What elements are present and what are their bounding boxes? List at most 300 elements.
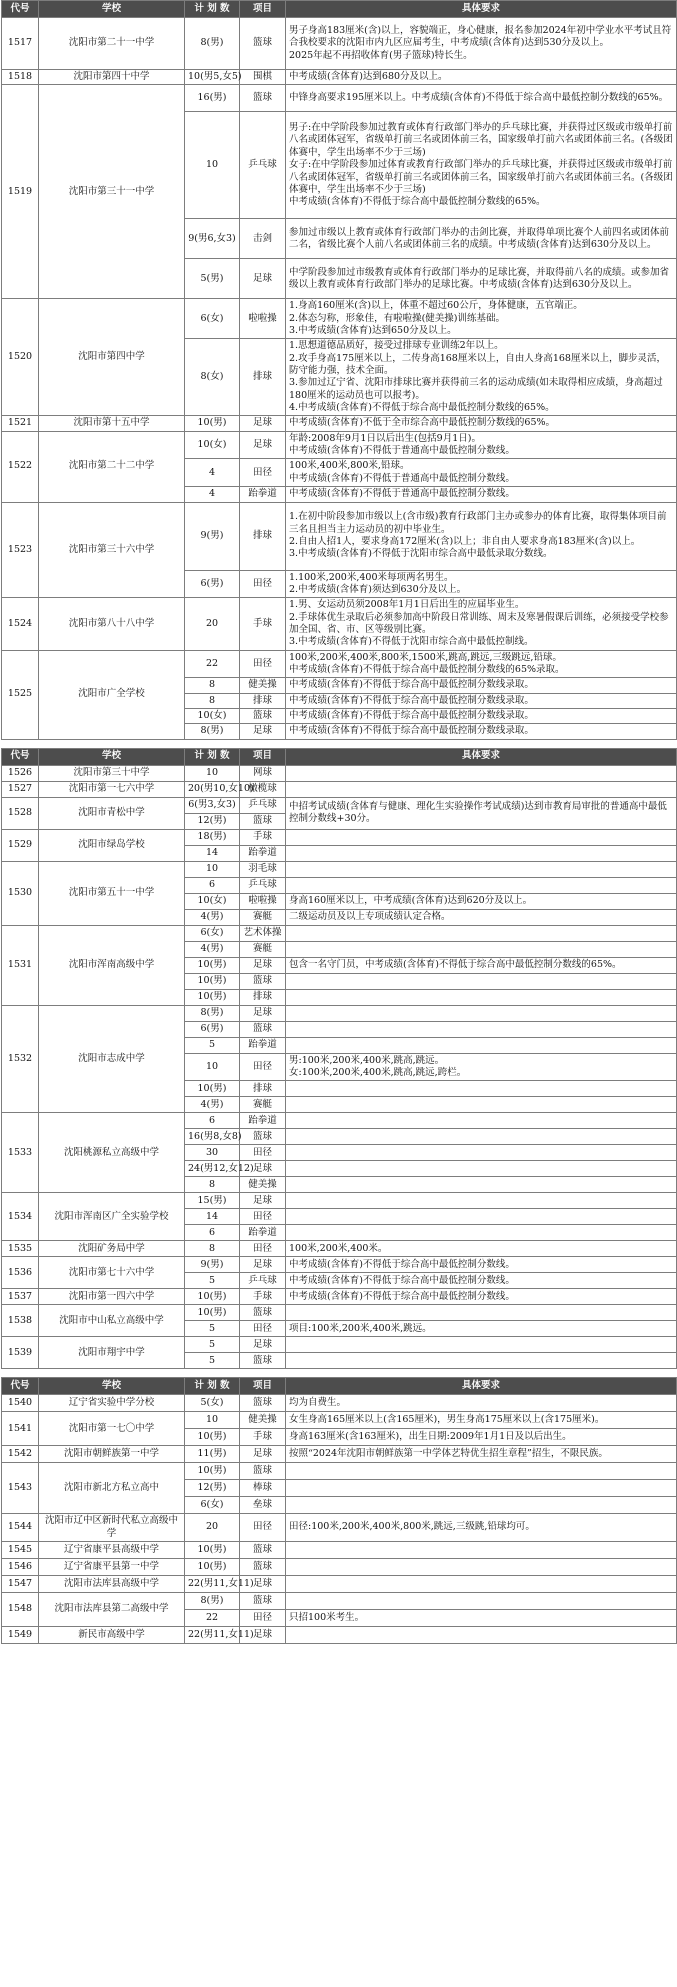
school-code: 1523 <box>2 502 39 598</box>
plan-count: 16(男8,女8) <box>185 1129 240 1145</box>
school-name: 沈阳市第八十八中学 <box>39 598 185 650</box>
header-plan: 计 划 数 <box>185 748 240 765</box>
requirement-content: 二级运动员及以上专项成绩认定合格。 <box>289 910 451 922</box>
requirements-table <box>1 1377 677 1644</box>
sport-project: 乒乓球 <box>240 1273 286 1289</box>
requirement-content: 中考成绩(含体育)不得低于综合高中最低控制分数线。 <box>289 1290 515 1302</box>
header-requirements: 具体要求 <box>286 1 677 18</box>
sport-project: 手球 <box>240 1429 286 1446</box>
sport-project: 足球 <box>240 1257 286 1273</box>
sport-project: 田径 <box>240 1241 286 1257</box>
school-code: 1538 <box>2 1305 39 1337</box>
requirement-text <box>286 219 677 259</box>
header-requirements: 具体要求 <box>286 1378 677 1395</box>
requirement-content: 按照“2024年沈阳市朝鲜族第一中学体艺特优生招生章程”招生，不限民族。 <box>289 1448 608 1460</box>
table-row <box>2 1305 677 1321</box>
requirement-content: 100米,200米,400米。 <box>289 1242 388 1254</box>
school-name: 沈阳市法库县高级中学 <box>39 1576 185 1593</box>
requirement-text <box>286 1395 677 1412</box>
requirement-text <box>286 18 677 70</box>
school-name: 沈阳市浑南区广全实验学校 <box>39 1193 185 1241</box>
school-name: 沈阳市第五十一中学 <box>39 861 185 925</box>
plan-count: 24(男12,女12) <box>185 1161 240 1177</box>
table-row <box>2 1627 677 1644</box>
sport-project: 篮球 <box>240 1463 286 1480</box>
sport-project: 篮球 <box>240 18 286 70</box>
plan-count: 5 <box>185 1353 240 1369</box>
requirement-text <box>286 925 677 941</box>
requirement-content: 均为自费生。 <box>289 1397 347 1409</box>
school-code: 1533 <box>2 1113 39 1193</box>
requirement-text <box>286 431 677 459</box>
requirement-text <box>286 877 677 893</box>
table-row <box>2 299 677 339</box>
plan-count: 10(女) <box>185 893 240 909</box>
sport-project: 排球 <box>240 1081 286 1097</box>
school-name: 沈阳市第三十一中学 <box>39 85 185 299</box>
school-code: 1537 <box>2 1289 39 1305</box>
sport-project: 足球 <box>240 1161 286 1177</box>
school-code: 1522 <box>2 431 39 502</box>
requirement-content: 只招100米考生。 <box>289 1611 365 1623</box>
requirement-text <box>286 1209 677 1225</box>
plan-count: 6 <box>185 1225 240 1241</box>
school-code: 1540 <box>2 1395 39 1412</box>
plan-count: 10(男) <box>185 1542 240 1559</box>
school-code: 1544 <box>2 1514 39 1542</box>
requirement-content: 中考成绩(含体育)不得低于综合高中最低控制分数线。 <box>289 1274 515 1286</box>
header-project: 项目 <box>240 1378 286 1395</box>
plan-count: 12(男) <box>185 813 240 829</box>
school-code: 1517 <box>2 18 39 70</box>
school-code: 1525 <box>2 650 39 739</box>
sport-project: 篮球 <box>240 1305 286 1321</box>
requirement-text <box>286 693 677 708</box>
requirement-text <box>286 650 677 678</box>
sport-project: 垒球 <box>240 1497 286 1514</box>
requirement-content: 项目:100米,200米,400米,跳远。 <box>289 1322 432 1334</box>
header-requirements: 具体要求 <box>286 748 677 765</box>
requirement-text <box>286 1412 677 1429</box>
requirement-text <box>286 299 677 339</box>
requirement-content: 1.在初中阶段参加市级以上(含市级)教育行政部门主办或参办的体育比赛，取得集体项目前三名且担当主力运动员的初中毕业生。 2.自由人招1人，要求身高172厘米(含)以上；非自由人要求身高183厘米(含)以上。 3.中考成绩(含体育)不得低于沈阳市综合高中最低录取分数线。 <box>289 511 667 560</box>
sport-project: 田径 <box>240 1145 286 1161</box>
requirement-text <box>286 781 677 797</box>
plan-count: 8 <box>185 693 240 708</box>
table-row <box>2 1257 677 1273</box>
plan-count: 12(男) <box>185 1480 240 1497</box>
plan-count: 11(男) <box>185 1446 240 1463</box>
requirement-content: 中考成绩(含体育)达到680分及以上。 <box>289 71 448 82</box>
sport-project: 跆拳道 <box>240 1225 286 1241</box>
sport-project: 排球 <box>240 693 286 708</box>
sport-project: 乒乓球 <box>240 112 286 219</box>
plan-count: 4(男) <box>185 909 240 925</box>
requirement-text <box>286 829 677 845</box>
school-code: 1529 <box>2 829 39 861</box>
school-code: 1549 <box>2 1627 39 1644</box>
plan-count: 22(男11,女11) <box>185 1576 240 1593</box>
sport-project: 篮球 <box>240 708 286 723</box>
school-name: 沈阳市第一七〇中学 <box>39 1412 185 1446</box>
requirement-text <box>286 570 677 598</box>
plan-count: 10 <box>185 1053 240 1081</box>
plan-count: 10(男) <box>185 1429 240 1446</box>
requirement-text <box>286 459 677 487</box>
plan-count: 4(男) <box>185 1097 240 1113</box>
plan-count: 10 <box>185 112 240 219</box>
sport-project: 足球 <box>240 431 286 459</box>
plan-count: 4(男) <box>185 941 240 957</box>
plan-count: 8(男) <box>185 1593 240 1610</box>
requirement-text <box>286 598 677 650</box>
sport-project: 足球 <box>240 1576 286 1593</box>
sport-project: 田径 <box>240 1053 286 1081</box>
sport-project: 乒乓球 <box>240 877 286 893</box>
school-code: 1524 <box>2 598 39 650</box>
plan-count: 10(男) <box>185 957 240 973</box>
requirement-content: 100米,200米,400米,800米,1500米,跳高,跳远,三级跳远,铅球。 中考成绩(含体育)不得低于综合高中最低控制分数线的65%录取。 <box>289 651 565 675</box>
plan-count: 20 <box>185 1514 240 1542</box>
sport-project: 田径 <box>240 1514 286 1542</box>
sport-project: 赛艇 <box>240 941 286 957</box>
table-row <box>2 829 677 845</box>
school-code: 1545 <box>2 1542 39 1559</box>
sport-project: 田径 <box>240 650 286 678</box>
sport-project: 足球 <box>240 1005 286 1021</box>
header-school: 学校 <box>39 1378 185 1395</box>
requirement-text <box>286 1497 677 1514</box>
table-section <box>1 1377 676 1644</box>
header-code: 代号 <box>2 748 39 765</box>
requirement-text <box>286 1514 677 1542</box>
school-name: 沈阳市中山私立高级中学 <box>39 1305 185 1337</box>
sport-project: 篮球 <box>240 1559 286 1576</box>
sport-project: 田径 <box>240 1321 286 1337</box>
table-row <box>2 1337 677 1353</box>
sport-project: 田径 <box>240 570 286 598</box>
plan-count: 10(男) <box>185 1305 240 1321</box>
requirement-text <box>286 765 677 781</box>
requirement-text <box>286 70 677 85</box>
plan-count: 9(男) <box>185 502 240 570</box>
sport-project: 篮球 <box>240 1021 286 1037</box>
sport-project: 手球 <box>240 1289 286 1305</box>
plan-count: 9(男) <box>185 1257 240 1273</box>
requirement-content: 男:100米,200米,400米,跳高,跳远。 女:100米,200米,400米,跳高,跳远,跨栏。 <box>289 1054 467 1078</box>
requirement-text <box>286 1273 677 1289</box>
school-name: 沈阳市第十五中学 <box>39 416 185 431</box>
school-name: 沈阳市朝鲜族第一中学 <box>39 1446 185 1463</box>
requirement-content: 100米,400米,800米,铅球。 中考成绩(含体育)不得低于普通高中最低控制分数线。 <box>289 460 515 484</box>
school-code: 1534 <box>2 1193 39 1241</box>
plan-count: 5(女) <box>185 1395 240 1412</box>
plan-count: 8 <box>185 1241 240 1257</box>
sport-project: 跆拳道 <box>240 1113 286 1129</box>
requirement-text <box>286 1145 677 1161</box>
school-name: 辽宁省实验中学分校 <box>39 1395 185 1412</box>
requirement-text <box>286 1305 677 1321</box>
header-plan: 计 划 数 <box>185 1378 240 1395</box>
sport-project: 健美操 <box>240 1177 286 1193</box>
plan-count: 6(男) <box>185 570 240 598</box>
plan-count: 4 <box>185 487 240 502</box>
requirement-text <box>286 1559 677 1576</box>
requirement-text <box>286 893 677 909</box>
plan-count: 6 <box>185 877 240 893</box>
table-row <box>2 502 677 570</box>
plan-count: 20 <box>185 598 240 650</box>
plan-count: 10(男5,女5) <box>185 70 240 85</box>
table-row <box>2 18 677 70</box>
requirement-content: 1.100米,200米,400米每项两名男生。 2.中考成绩(含体育)须达到630分及以上。 <box>289 571 467 595</box>
school-name: 新民市高级中学 <box>39 1627 185 1644</box>
requirement-text <box>286 487 677 502</box>
table-row <box>2 70 677 85</box>
table-row <box>2 1395 677 1412</box>
table-row <box>2 781 677 797</box>
plan-count: 5 <box>185 1321 240 1337</box>
header-code: 代号 <box>2 1 39 18</box>
requirement-text <box>286 1161 677 1177</box>
header-school: 学校 <box>39 1 185 18</box>
sport-project: 足球 <box>240 724 286 739</box>
sport-project: 跆拳道 <box>240 845 286 861</box>
header-plan: 计 划 数 <box>185 1 240 18</box>
plan-count: 8 <box>185 678 240 693</box>
sport-project: 足球 <box>240 1193 286 1209</box>
requirement-content: 身高160厘米以上，中考成绩(含体育)达到620分及以上。 <box>289 894 533 906</box>
requirement-text <box>286 678 677 693</box>
section-gap <box>1 740 676 748</box>
requirement-text <box>286 1480 677 1497</box>
sport-project: 篮球 <box>240 1593 286 1610</box>
sport-project: 田径 <box>240 459 286 487</box>
table-row <box>2 1559 677 1576</box>
plan-count: 10(男) <box>185 973 240 989</box>
requirement-text <box>286 797 677 829</box>
requirement-text <box>286 1463 677 1480</box>
requirement-text <box>286 85 677 112</box>
school-name: 辽宁省康平县高级中学 <box>39 1542 185 1559</box>
plan-count: 6 <box>185 1113 240 1129</box>
requirement-text <box>286 1257 677 1273</box>
table-row <box>2 85 677 112</box>
sport-project: 跆拳道 <box>240 487 286 502</box>
table-row <box>2 1412 677 1429</box>
requirement-content: 男子身高183厘米(含)以上，容貌端正，身心健康，报名参加2024年初中学业水平考试且符合我校要求的沈阳市内九区应届考生，中考成绩(含体育)达到530分及以上。 2025年起不再招收体育(男子篮球)特长生。 <box>289 24 672 61</box>
plan-count: 10(女) <box>185 708 240 723</box>
requirement-text <box>286 1021 677 1037</box>
table-row <box>2 1193 677 1209</box>
requirement-content: 中学阶段参加过市级教育或体育行政部门举办的足球比赛，并取得前八名的成绩。或参加省级以上教育或体育行政部门举办的足球比赛。中考成绩(含体育)达到630分及以上。 <box>289 266 670 290</box>
plan-count: 8 <box>185 1177 240 1193</box>
school-code: 1548 <box>2 1593 39 1627</box>
plan-count: 5 <box>185 1273 240 1289</box>
school-code: 1518 <box>2 70 39 85</box>
sport-project: 手球 <box>240 598 286 650</box>
table-row <box>2 1113 677 1129</box>
table-row <box>2 1514 677 1542</box>
requirement-text <box>286 1005 677 1021</box>
school-code: 1547 <box>2 1576 39 1593</box>
requirements-table <box>1 748 677 1370</box>
requirement-text <box>286 416 677 431</box>
header-school: 学校 <box>39 748 185 765</box>
school-code: 1541 <box>2 1412 39 1446</box>
plan-count: 15(男) <box>185 1193 240 1209</box>
admission-document <box>1 0 676 1644</box>
sport-project: 跆拳道 <box>240 1037 286 1053</box>
requirement-content: 女生身高165厘米以上(含165厘米)，男生身高175厘米以上(含175厘米)。 <box>289 1414 605 1426</box>
table-row <box>2 925 677 941</box>
sport-project: 赛艇 <box>240 909 286 925</box>
school-code: 1531 <box>2 925 39 1005</box>
sport-project: 篮球 <box>240 1353 286 1369</box>
requirement-text <box>286 1037 677 1053</box>
sport-project: 健美操 <box>240 678 286 693</box>
requirement-text <box>286 973 677 989</box>
requirement-content: 中锋身高要求195厘米以上。中考成绩(含体育)不得低于综合高中最低控制分数线的65%。 <box>289 92 669 104</box>
requirement-text <box>286 1289 677 1305</box>
requirement-text <box>286 259 677 299</box>
header-row <box>2 1 677 18</box>
school-code: 1527 <box>2 781 39 797</box>
requirement-text <box>286 989 677 1005</box>
requirement-content: 中考成绩(含体育)不得低于综合高中最低控制分数线录取。 <box>289 709 534 721</box>
requirement-text <box>286 1446 677 1463</box>
table-row <box>2 1446 677 1463</box>
sport-project: 篮球 <box>240 1129 286 1145</box>
sport-project: 田径 <box>240 1610 286 1627</box>
header-project: 项目 <box>240 1 286 18</box>
header-project: 项目 <box>240 748 286 765</box>
requirement-text <box>286 1081 677 1097</box>
requirement-text <box>286 1177 677 1193</box>
plan-count: 22 <box>185 650 240 678</box>
plan-count: 10(女) <box>185 431 240 459</box>
sport-project: 足球 <box>240 957 286 973</box>
requirement-content: 身高163厘米(含163厘米)，出生日期:2009年1月1日及以后出生。 <box>289 1431 572 1443</box>
requirement-content: 中考成绩(含体育)不得低于综合高中最低控制分数线。 <box>289 1258 515 1270</box>
sport-project: 羽毛球 <box>240 861 286 877</box>
school-code: 1520 <box>2 299 39 416</box>
table-row <box>2 861 677 877</box>
sport-project: 足球 <box>240 416 286 431</box>
sport-project: 足球 <box>240 1337 286 1353</box>
requirement-content: 中考成绩(含体育)不得低于综合高中最低控制分数线录取。 <box>289 679 534 691</box>
sport-project: 健美操 <box>240 1412 286 1429</box>
plan-count: 5 <box>185 1337 240 1353</box>
sport-project: 手球 <box>240 829 286 845</box>
table-row <box>2 431 677 459</box>
sport-project: 艺术体操 <box>240 925 286 941</box>
requirement-content: 1.男、女运动员须2008年1月1日后出生的应届毕业生。 2.手球体优生录取后必须参加高中阶段日常训练、周末及寒暑假课后训练，必须接受学校参加全国、省、市、区等级别比赛。 3.中考成绩(含体育)不得低于沈阳市综合高中最低控制线。 <box>289 599 669 648</box>
school-code: 1546 <box>2 1559 39 1576</box>
plan-count: 8(女) <box>185 339 240 416</box>
requirement-content: 包含一名守门员，中考成绩(含体育)不得低于综合高中最低控制分数线的65%。 <box>289 958 622 970</box>
plan-count: 4 <box>185 459 240 487</box>
plan-count: 10(男) <box>185 1559 240 1576</box>
requirement-content: 中招考试成绩(含体育与健康、理化生实验操作考试成绩)达到市教育局审批的普通高中最低控制分数线+30分。 <box>289 800 667 825</box>
requirement-text <box>286 957 677 973</box>
school-name: 沈阳市第四十中学 <box>39 70 185 85</box>
plan-count: 8(男) <box>185 724 240 739</box>
requirement-text <box>286 1225 677 1241</box>
requirement-text <box>286 1353 677 1369</box>
requirement-content: 田径:100米,200米,400米,800米,跳远,三级跳,铅球均可。 <box>289 1521 535 1533</box>
sport-project: 篮球 <box>240 1395 286 1412</box>
requirement-text <box>286 1627 677 1644</box>
plan-count: 18(男) <box>185 829 240 845</box>
sport-project: 足球 <box>240 1627 286 1644</box>
school-code: 1539 <box>2 1337 39 1369</box>
requirement-text <box>286 1097 677 1113</box>
table-row <box>2 1593 677 1610</box>
table-section <box>1 748 676 1370</box>
school-code: 1532 <box>2 1005 39 1113</box>
plan-count: 6(女) <box>185 299 240 339</box>
sport-project: 篮球 <box>240 1542 286 1559</box>
plan-count: 8(男) <box>185 18 240 70</box>
requirement-content: 男子:在中学阶段参加过教育或体育行政部门举办的乒乓球比赛，并获得过区级或市级单打前八名或团体冠军，省级单打前三名或团体前三名，国家级单打前六名或团体前三名。(各级团体赛中，学生出场率不少于三场) 女子:在中学阶段参加过体育或教育行政部门举办的乒乓球比赛，并获得过区级或市级单打前八名或团体冠军，省级单打前三名或团体前三名，国家级单打前六名或团体前三名。(各级团体赛中，学生出场率不少于三场) 中考成绩(含体育)不得低于综合高中最低控制分数线的65%。 <box>289 122 673 208</box>
school-name: 沈阳市第一七六中学 <box>39 781 185 797</box>
school-code: 1543 <box>2 1463 39 1514</box>
school-name: 沈阳市志成中学 <box>39 1005 185 1113</box>
plan-count: 6(男) <box>185 1021 240 1037</box>
school-code: 1535 <box>2 1241 39 1257</box>
sport-project: 足球 <box>240 1446 286 1463</box>
requirement-text <box>286 1429 677 1446</box>
plan-count: 6(女) <box>185 1497 240 1514</box>
requirement-text <box>286 1337 677 1353</box>
requirement-text <box>286 1542 677 1559</box>
table-row <box>2 1289 677 1305</box>
sport-project: 排球 <box>240 989 286 1005</box>
plan-count: 22(男11,女11) <box>185 1627 240 1644</box>
requirement-text <box>286 861 677 877</box>
plan-count: 6(男3,女3) <box>185 797 240 813</box>
plan-count: 30 <box>185 1145 240 1161</box>
school-name: 沈阳市绿岛学校 <box>39 829 185 861</box>
school-code: 1526 <box>2 765 39 781</box>
requirement-text <box>286 708 677 723</box>
plan-count: 16(男) <box>185 85 240 112</box>
requirement-content: 中考成绩(含体育)不得低于综合高中最低控制分数线录取。 <box>289 694 534 706</box>
school-code: 1521 <box>2 416 39 431</box>
plan-count: 8(男) <box>185 1005 240 1021</box>
requirement-text <box>286 1129 677 1145</box>
requirement-text <box>286 339 677 416</box>
school-name: 沈阳市第四中学 <box>39 299 185 416</box>
school-code: 1536 <box>2 1257 39 1289</box>
requirement-content: 年龄:2008年9月1日以后出生(包括9月1日)。 中考成绩(含体育)不得低于普通高中最低控制分数线。 <box>289 432 515 457</box>
school-name: 沈阳市青松中学 <box>39 797 185 829</box>
plan-count: 10(男) <box>185 1289 240 1305</box>
sport-project: 啦啦操 <box>240 299 286 339</box>
sport-project: 篮球 <box>240 813 286 829</box>
school-name: 沈阳市第二十一中学 <box>39 18 185 70</box>
table-row <box>2 416 677 431</box>
school-name: 沈阳市翔宇中学 <box>39 1337 185 1369</box>
requirement-text <box>286 1576 677 1593</box>
requirement-content: 中考成绩(含体育)不得低于综合高中最低控制分数线录取。 <box>289 725 534 737</box>
school-name: 沈阳市第二十二中学 <box>39 431 185 502</box>
school-code: 1530 <box>2 861 39 925</box>
table-row <box>2 1005 677 1021</box>
plan-count: 10(男) <box>185 1463 240 1480</box>
plan-count: 10(男) <box>185 416 240 431</box>
